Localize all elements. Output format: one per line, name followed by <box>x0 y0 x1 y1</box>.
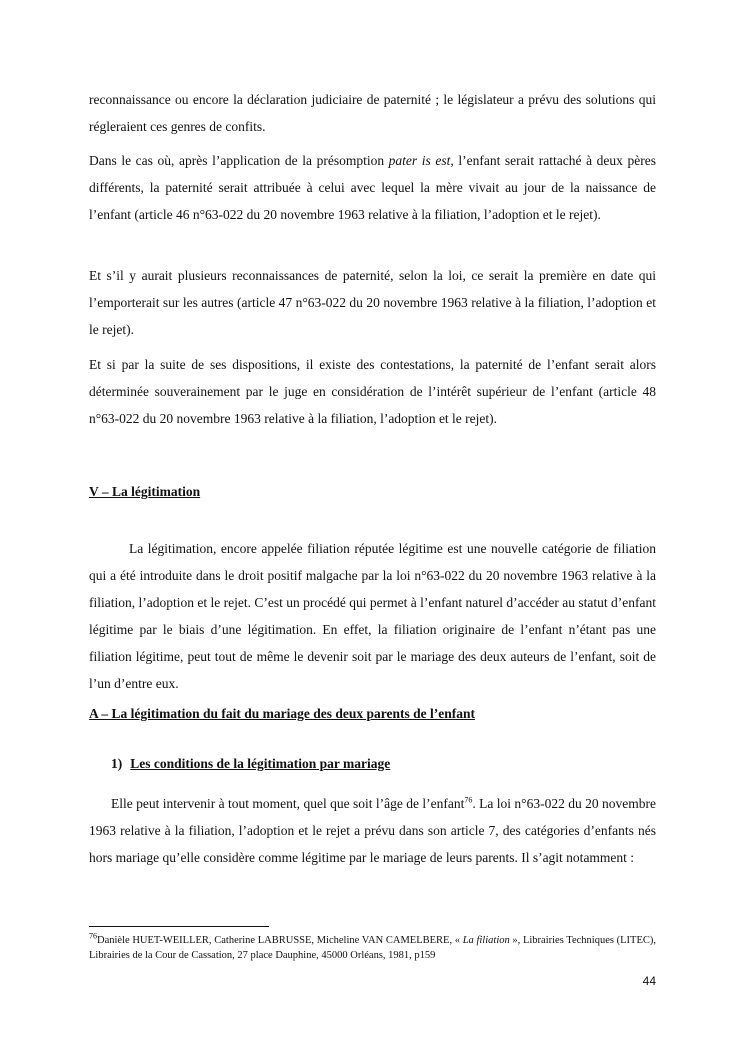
subsection-heading-1: 1) Les conditions de la légitimation par mariage <box>111 756 391 771</box>
footnote-76: $^{76}$Danièle HUET-WEILLER, Catherine LABRUSSE, Micheline VAN CAMELBERE, « La filiation », Librairies Techniques (LITEC), Librairies de la Cour de Cassation, 27 place Dauphine, 45000 Orléans, 1981, p159 <box>89 931 657 961</box>
paragraph-contestations: Et si par la suite de ses dispositions, il existe des contestations, la paternité de l’enfant serait alors déterminée souverainement par le juge en considération de l’intérêt supérieur de l’enfant (article 48 n°63-022 du 20 novembre 1963 relative à la filiation, l’adoption et le rejet). <box>89 357 656 426</box>
paragraph-reconnaissances-multiples: Et s’il y aurait plusieurs reconnaissances de paternité, selon la loi, ce serait la première en date qui l’emporterait sur les autres (article 47 n°63-022 du 20 novembre 1963 relative à la filiation, l’adoption et le rejet). <box>89 268 656 337</box>
footnote-separator <box>89 926 269 927</box>
paragraph-legitimation-intro: La légitimation, encore appelée filiation réputée légitime est une nouvelle catégorie de filiation qui a été introduite dans le droit positif malgache par la loi n°63-022 du 20 novembre 1963 relative à la filiation, l’adoption et le rejet. C’est un procédé qui permet à l’enfant naturel d’accéder au statut d’enfant légitime par le biais d’une légitimation. En effet, la filiation originaire de l’enfant n’étant pas une filiation légitime, peut tout de même le devenir soit par le mariage des deux auteurs de l’enfant, soit de l’un d’entre eux. <box>89 541 656 691</box>
latin-term: pater is est <box>388 153 451 168</box>
footnote-ref[interactable]: 76 <box>464 795 473 805</box>
page-number: 44 <box>642 974 656 988</box>
paragraph-conditions: Elle peut intervenir à tout moment, quel que soit l’âge de l’enfant$^{76}$. La loi n°63-022 du 20 novembre 1963 relative à la filiation, l’adoption et le rejet a prévu dans son article 7, des catégories d’enfants nés hors mariage qu’elle considère comme légitime par le mariage de leurs parents. Il s’agit notamment : <box>89 795 656 865</box>
section-heading-a: A – La légitimation du fait du mariage des deux parents de l’enfant <box>89 706 476 721</box>
paragraph-presomption: Dans le cas où, après l’application de la présomption pater is est, l’enfant serait rattaché à deux pères différents, la paternité serait attribuée à celui avec lequel la mère vivait au jour de la naissance de l’enfant (article 46 n°63-022 du 20 novembre 1963 relative à la filiation, l’adoption et le rejet). <box>89 153 656 222</box>
paragraph-reconnaissance: reconnaissance ou encore la déclaration judiciaire de paternité ; le législateur a prévu des solutions qui régleraient ces genres de confits. <box>89 92 656 134</box>
section-heading-v: V – La légitimation <box>89 484 201 499</box>
